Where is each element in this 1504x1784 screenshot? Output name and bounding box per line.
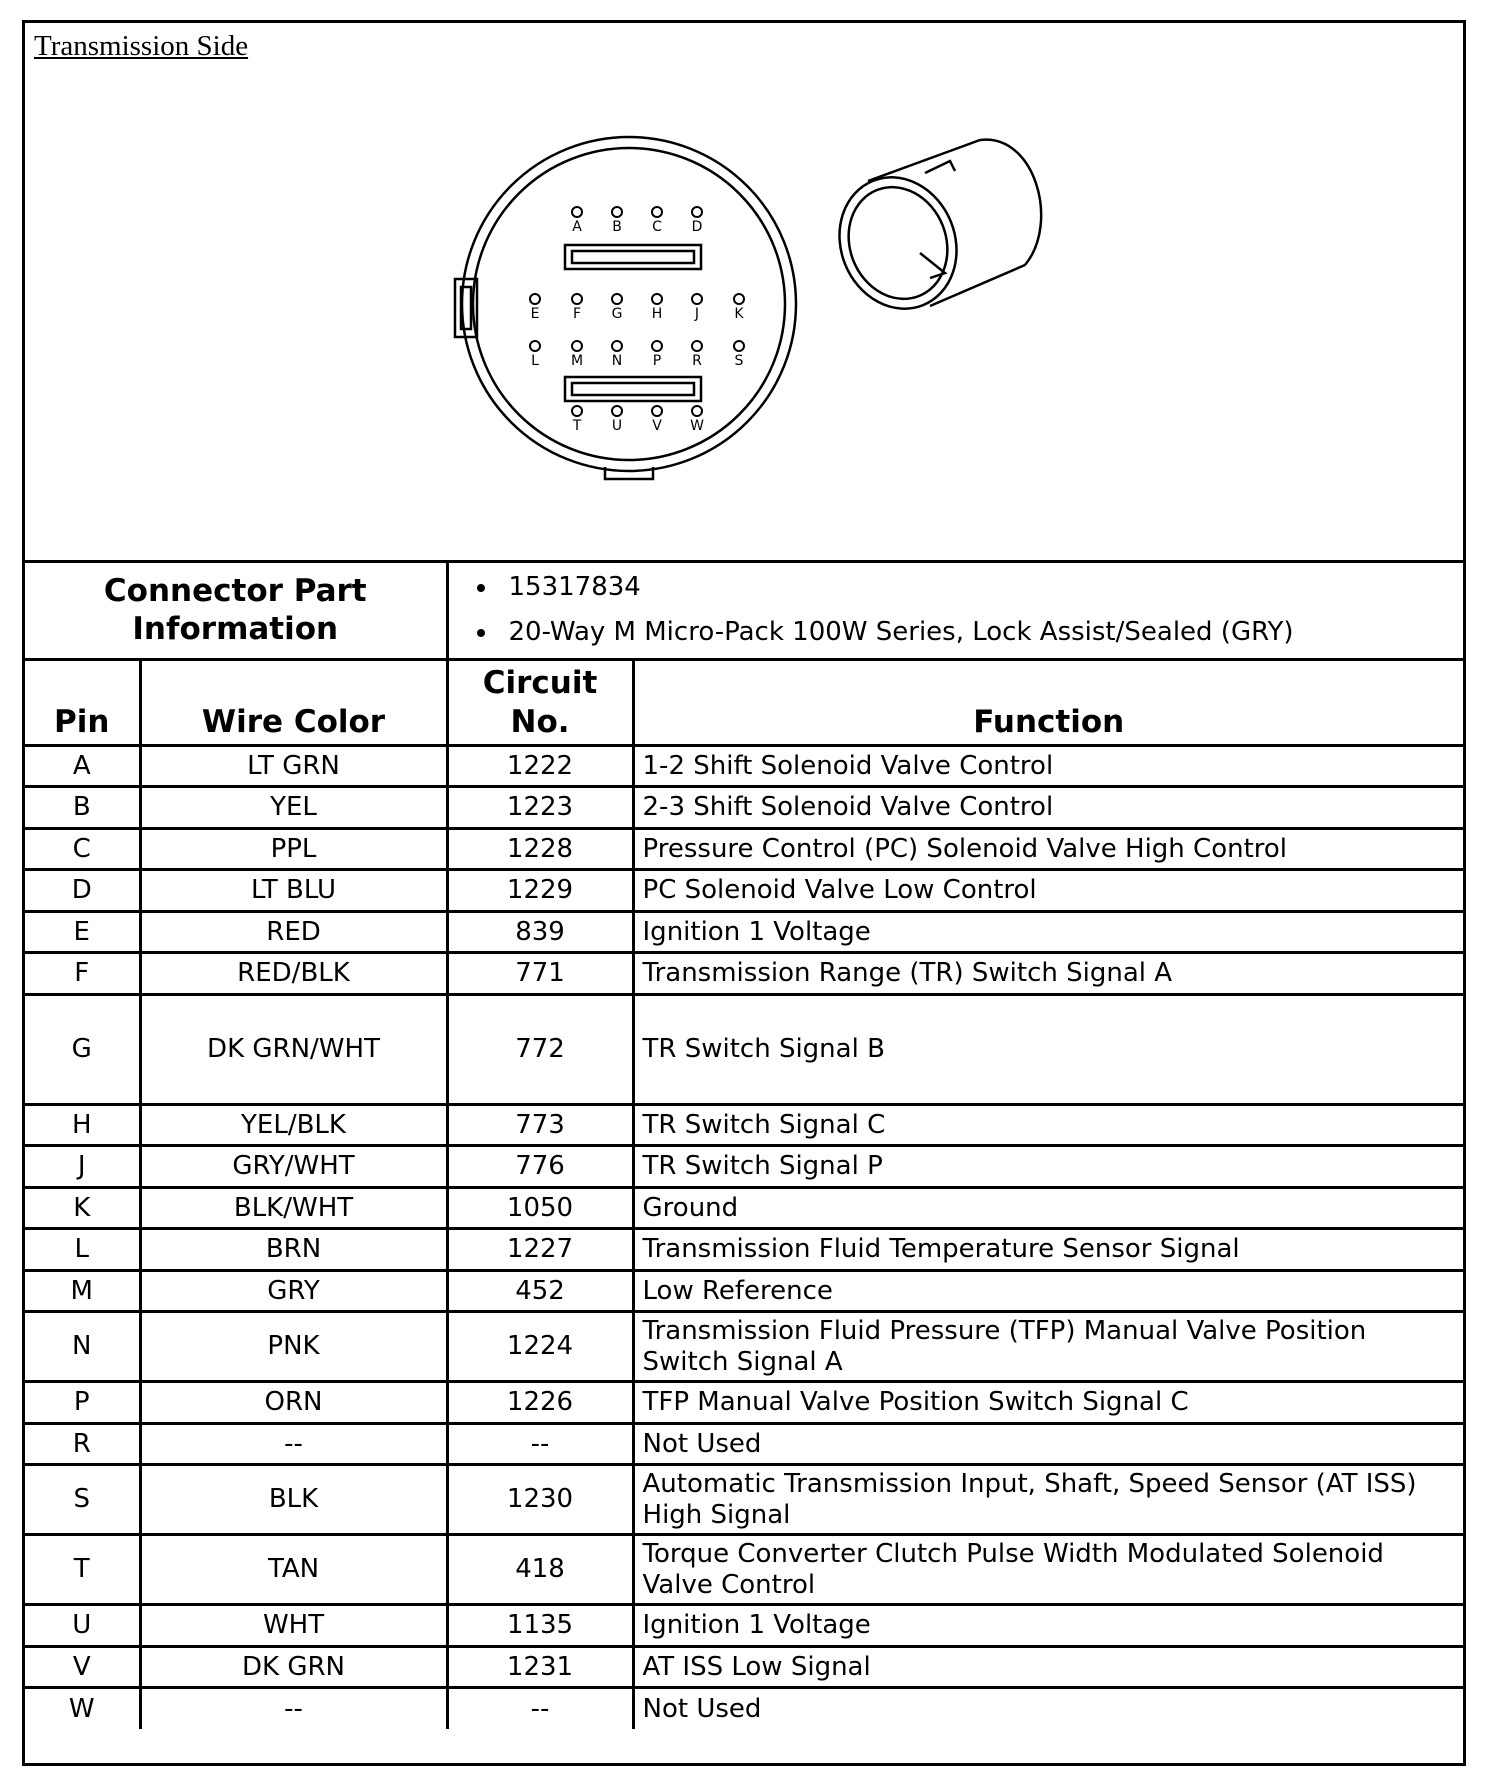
pin-cavity <box>572 207 582 217</box>
pin-cavity <box>572 294 582 304</box>
table-row <box>25 870 1463 912</box>
cell-circuit: 839 <box>447 911 633 953</box>
table-row <box>25 1465 1463 1535</box>
cell-wire-color: LT BLU <box>140 870 447 912</box>
cell-pin: S <box>25 1465 140 1535</box>
pin-letter-f: F <box>572 306 582 322</box>
pin-cavity <box>612 341 622 351</box>
cell-circuit: 1229 <box>447 870 633 912</box>
cell-circuit: 1224 <box>447 1312 633 1382</box>
cell-circuit: 452 <box>447 1270 633 1312</box>
table-row <box>25 911 1463 953</box>
cell-function: Transmission Fluid Pressure (TFP) Manual Valve Position Switch Signal A <box>633 1312 1463 1382</box>
table-row <box>25 828 1463 870</box>
table-row <box>25 1605 1463 1647</box>
cell-circuit: 771 <box>447 953 633 995</box>
cell-function: TR Switch Signal C <box>633 1104 1463 1146</box>
pin-letter-c: C <box>652 219 662 235</box>
cell-pin: V <box>25 1646 140 1688</box>
cell-wire-color: YEL/BLK <box>140 1104 447 1146</box>
pin-letter-a: A <box>572 219 582 235</box>
cell-circuit: -- <box>447 1688 633 1730</box>
cell-circuit: 1231 <box>447 1646 633 1688</box>
connector-sheet <box>22 20 1466 1766</box>
table-row <box>25 1312 1463 1382</box>
cell-wire-color: PNK <box>140 1312 447 1382</box>
cell-wire-color: DK GRN/WHT <box>140 994 447 1104</box>
cell-pin: P <box>25 1382 140 1424</box>
cell-pin: L <box>25 1229 140 1271</box>
part-info-values <box>447 563 1463 659</box>
pin-cavity <box>652 341 662 351</box>
pin-cavity <box>692 207 702 217</box>
pin-cavity <box>652 406 662 416</box>
cell-pin: R <box>25 1423 140 1465</box>
header-circuit-text: Circuit No. <box>482 665 598 740</box>
pin-cavity <box>692 294 702 304</box>
header-wire-color: Wire Color <box>140 659 447 745</box>
pin-cavity <box>530 341 540 351</box>
cell-circuit: 1135 <box>447 1605 633 1647</box>
cell-wire-color: YEL <box>140 787 447 829</box>
cell-function: PC Solenoid Valve Low Control <box>633 870 1463 912</box>
cell-function: AT ISS Low Signal <box>633 1646 1463 1688</box>
cell-wire-color: -- <box>140 1423 447 1465</box>
pin-letter-n: N <box>611 353 623 369</box>
pin-letter-e: E <box>530 306 540 322</box>
cell-pin: A <box>25 745 140 787</box>
connector-body-outline <box>455 137 796 479</box>
cell-pin: U <box>25 1605 140 1647</box>
cell-wire-color: -- <box>140 1688 447 1730</box>
cell-wire-color: GRY <box>140 1270 447 1312</box>
table-row <box>25 787 1463 829</box>
cell-function: TR Switch Signal B <box>633 994 1463 1104</box>
cell-pin: K <box>25 1187 140 1229</box>
table-row <box>25 953 1463 995</box>
cell-pin: C <box>25 828 140 870</box>
pin-cavity <box>612 406 622 416</box>
cell-function: Not Used <box>633 1688 1463 1730</box>
pinout-table <box>25 563 1463 1729</box>
cell-circuit: 1050 <box>447 1187 633 1229</box>
pin-letter-w: W <box>690 418 704 434</box>
cell-wire-color: GRY/WHT <box>140 1146 447 1188</box>
cell-pin: H <box>25 1104 140 1146</box>
cell-circuit: -- <box>447 1423 633 1465</box>
cell-wire-color: TAN <box>140 1535 447 1605</box>
part-description: • 20-Way M Micro-Pack 100W Series, Lock Assist/Sealed (GRY) <box>499 610 1463 655</box>
cell-wire-color: BLK/WHT <box>140 1187 447 1229</box>
cell-function: 1-2 Shift Solenoid Valve Control <box>633 745 1463 787</box>
cell-wire-color: DK GRN <box>140 1646 447 1688</box>
cell-pin: J <box>25 1146 140 1188</box>
part-info-row <box>25 563 1463 659</box>
pin-letter-r: R <box>692 353 702 369</box>
cell-circuit: 1222 <box>447 745 633 787</box>
cell-circuit: 772 <box>447 994 633 1104</box>
pin-letter-s: S <box>734 353 744 369</box>
pin-letter-j: J <box>694 306 700 322</box>
cell-wire-color: PPL <box>140 828 447 870</box>
table-row <box>25 1646 1463 1688</box>
pin-letter-k: K <box>734 306 744 322</box>
pin-letter-u: U <box>611 418 623 434</box>
part-number: • 15317834 <box>499 565 1463 610</box>
pin-letter-t: T <box>572 418 582 434</box>
table-row <box>25 1187 1463 1229</box>
cell-function: Low Reference <box>633 1270 1463 1312</box>
pin-letter-b: B <box>612 219 622 235</box>
cell-pin: F <box>25 953 140 995</box>
cell-wire-color: RED/BLK <box>140 953 447 995</box>
header-pin: Pin <box>25 659 140 745</box>
pin-letter-m: M <box>570 353 584 369</box>
cell-circuit: 1230 <box>447 1465 633 1535</box>
cell-function: Ignition 1 Voltage <box>633 911 1463 953</box>
cell-circuit: 773 <box>447 1104 633 1146</box>
header-circuit-no <box>447 659 633 745</box>
pin-cavity <box>692 406 702 416</box>
cell-pin: G <box>25 994 140 1104</box>
pin-letter-h: H <box>651 306 663 322</box>
cell-function: Transmission Range (TR) Switch Signal A <box>633 953 1463 995</box>
table-row <box>25 745 1463 787</box>
cell-pin: M <box>25 1270 140 1312</box>
cell-wire-color: RED <box>140 911 447 953</box>
cell-circuit: 1226 <box>447 1382 633 1424</box>
cell-function: Not Used <box>633 1423 1463 1465</box>
header-function: Function <box>633 659 1463 745</box>
cell-circuit: 1227 <box>447 1229 633 1271</box>
table-row <box>25 1535 1463 1605</box>
section-title: Transmission Side <box>34 30 249 62</box>
pin-cavity <box>734 294 744 304</box>
table-row <box>25 1423 1463 1465</box>
table-row <box>25 1104 1463 1146</box>
pin-cavity <box>572 406 582 416</box>
pin-cavity <box>652 207 662 217</box>
pin-cavity <box>734 341 744 351</box>
cell-function: Transmission Fluid Temperature Sensor Signal <box>633 1229 1463 1271</box>
cell-function: Ignition 1 Voltage <box>633 1605 1463 1647</box>
cell-circuit: 776 <box>447 1146 633 1188</box>
cell-function: TR Switch Signal P <box>633 1146 1463 1188</box>
part-info-list <box>449 565 1463 655</box>
cell-pin: B <box>25 787 140 829</box>
cell-function: 2-3 Shift Solenoid Valve Control <box>633 787 1463 829</box>
pin-letter-l: L <box>531 353 539 369</box>
cell-pin: T <box>25 1535 140 1605</box>
pin-cavity <box>530 294 540 304</box>
pin-cavity <box>692 341 702 351</box>
cell-wire-color: LT GRN <box>140 745 447 787</box>
cell-wire-color: BRN <box>140 1229 447 1271</box>
pin-letter-p: P <box>652 353 662 369</box>
cell-function: Pressure Control (PC) Solenoid Valve High Control <box>633 828 1463 870</box>
pin-cavity <box>572 341 582 351</box>
table-row <box>25 1270 1463 1312</box>
pin-cavity <box>652 294 662 304</box>
cell-pin: E <box>25 911 140 953</box>
connector-face-diagram <box>25 23 1463 560</box>
pin-letter-d: D <box>691 219 703 235</box>
pin-letter-g: G <box>611 306 623 322</box>
cell-circuit: 1228 <box>447 828 633 870</box>
table-row <box>25 1229 1463 1271</box>
cell-function: TFP Manual Valve Position Switch Signal C <box>633 1382 1463 1424</box>
cell-wire-color: WHT <box>140 1605 447 1647</box>
pin-letter-v: V <box>652 418 662 434</box>
cell-function: Torque Converter Clutch Pulse Width Modulated Solenoid Valve Control <box>633 1535 1463 1605</box>
tpa-sleeve-drawing <box>820 140 1041 327</box>
cell-circuit: 1223 <box>447 787 633 829</box>
table-row <box>25 994 1463 1104</box>
cell-function: Ground <box>633 1187 1463 1229</box>
connector-diagram-area <box>25 23 1463 563</box>
table-row <box>25 1688 1463 1730</box>
cell-pin: N <box>25 1312 140 1382</box>
part-info-label: Connector Part Information <box>25 563 447 659</box>
cell-pin: W <box>25 1688 140 1730</box>
cell-pin: D <box>25 870 140 912</box>
cell-circuit: 418 <box>447 1535 633 1605</box>
cell-function: Automatic Transmission Input, Shaft, Speed Sensor (AT ISS) High Signal <box>633 1465 1463 1535</box>
table-header-row <box>25 659 1463 745</box>
table-row <box>25 1146 1463 1188</box>
cell-wire-color: BLK <box>140 1465 447 1535</box>
cell-wire-color: ORN <box>140 1382 447 1424</box>
pin-cavity <box>612 207 622 217</box>
pin-cavity <box>612 294 622 304</box>
table-row <box>25 1382 1463 1424</box>
